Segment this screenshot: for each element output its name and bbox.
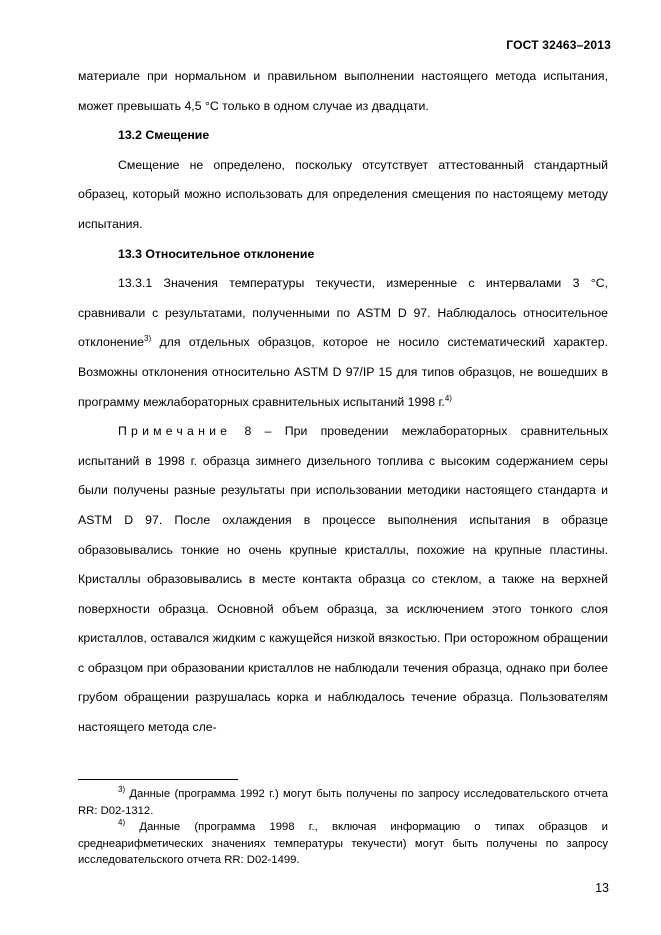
paragraph-13-3-1-part1: 13.3.1 Значения температуры текучести, измеренные с интервалами 3 °С, сравнивали с результатами, полученными по ASTM D 97. Наблюдалось относительное отклонение <box>78 276 608 350</box>
standard-designation: ГОСТ 32463–2013 <box>506 38 611 52</box>
footnotes <box>78 786 608 869</box>
paragraph-13-3-1 <box>78 269 608 417</box>
document-body <box>78 62 608 743</box>
paragraph-13-2: Смещение не определено, поскольку отсутствует аттестованный стандартный образец, который можно использовать для определения смещения по настоящему методу испытания. <box>78 157 608 231</box>
note-label: Примечание <box>118 424 232 439</box>
paragraph-13-3-1-part2: для отдельных образцов, которое не носило систематический характер. Возможны отклонения относительно ASTM D 97/IP 15 для типов образцов, не вошедших в программу межлабораторных сравнительных испытаний 1998 г. <box>78 335 608 409</box>
footnote-text-4: Данные (программа 1998 г., включая информацию о типах образцов и среднеарифметических значениях температуры текучести) могут быть получены по запросу исследовательского отчета RR: D02-1499. <box>78 821 608 867</box>
footnote-4 <box>78 819 608 869</box>
section-heading-13-2: 13.2 Смещение <box>118 128 210 143</box>
footnote-separator <box>78 779 238 780</box>
note-text: 8 – При проведении межлабораторных сравнительных испытаний в 1998 г. образца зимнего дизельного топлива с высоким содержанием серы были получены разные результаты при использовании методики настоящего стандарта и ASTM D 97. После охлаждения в процессе выполнения испытания в образце образовывались тонкие но очень крупные кристаллы, похожие на крупные пластины. Кристаллы образовывались в месте контакта образца со стеклом, а также на верхней поверхности образца. Основной объем образца, за исключением этого тонкого слоя кристаллов, оставался жидким с кажущейся низкой вязкостью. При осторожном обращении с образцом при образовании кристаллов не наблюдали течения образца, однако при более грубом обращении разрушалась корка и наблюдалось течение образца. Пользователям настоящего метода сле- <box>78 424 608 735</box>
footnote-marker-3: 3) <box>118 785 126 795</box>
footnote-reference-3: 3) <box>144 334 152 344</box>
paragraph-continuation: материале при нормальном и правильном выполнении настоящего метода испытания, может превышать 4,5 °С только в одном случае из двадцати. <box>78 69 608 113</box>
note-8 <box>78 417 608 743</box>
section-heading-13-3: 13.3 Относительное отклонение <box>118 246 315 261</box>
page-number: 13 <box>595 881 609 895</box>
footnote-marker-4: 4) <box>118 818 126 828</box>
footnote-3 <box>78 786 608 819</box>
footnote-text-3: Данные (программа 1992 г.) могут быть получены по запросу исследовательского отчета RR: D02-1312. <box>78 788 608 817</box>
footnote-reference-4: 4) <box>444 393 452 403</box>
